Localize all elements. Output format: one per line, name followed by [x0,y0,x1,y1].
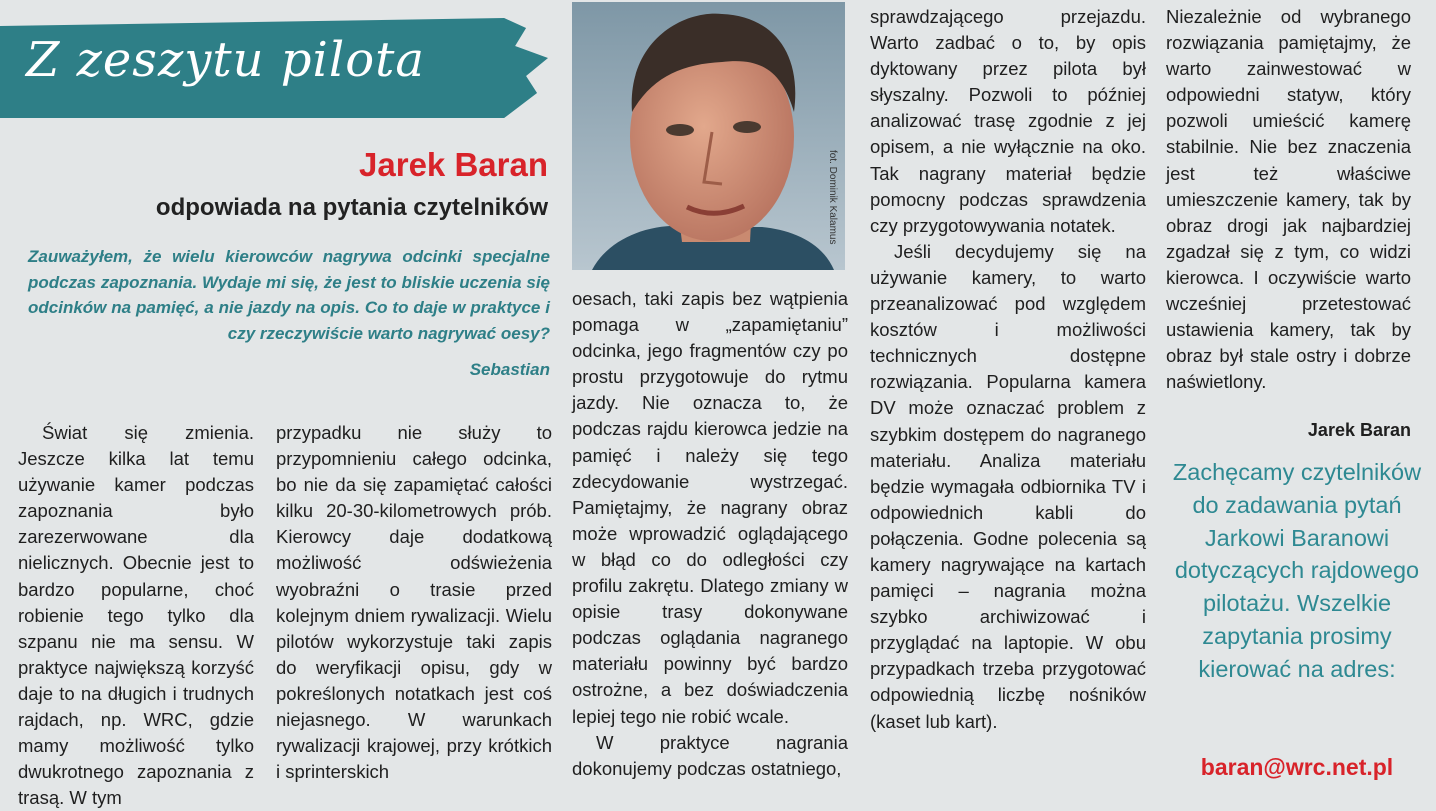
reader-invitation: Zachęcamy czytelników do zadawania pytań Jarkowi Baranowi dotyczących rajdowego pilotażu. Wszelkie zapytania prosimy kierować na adres: [1172,459,1422,682]
author-name: Jarek Baran [359,146,548,183]
paragraph: przypadku nie służy to przypomnieniu całego odcinka, bo nie da się zapamiętać całości kilku 20-30-kilometrowych prób. Kierowcy daje dodatkową możliwość odświeżenia wyobraźni o trasie przed kolejnym dniem rywalizacji. Wielu pilotów wykorzystuje taki zapis do weryfikacji opisu, gdy w pokreślonych notatkach jest coś niejasnego. W warunkach rywalizacji krajowej, przy krótkich i sprinterskich [276,422,552,783]
reader-question: Zauważyłem, że wielu kierowców nagrywa odcinki specjalne podczas zapoznania. Wydaje mi się, że jest to bliskie uczenia się odcinków na pamięć, a nie jazdy na opis. Co to daje w praktyce i czy rzeczywiście warto nagrywać oesy? [28,247,550,343]
body-column-5 [1166,4,1411,395]
paragraph: Świat się zmienia. Jeszcze kilka lat temu używanie kamer podczas zapoznania było zarezerwowane dla nielicznych. Obecnie jest to bardzo popularne, choć robienie tego tylko dla szpanu nie ma sensu. W praktyce największą korzyść daje to na długich i trudnych rajdach, np. WRC, gdzie mamy możliwość tylko dwukrotnego zapoznania z trasą. W tym [18,422,254,809]
question-author: Sebastian [469,360,550,379]
paragraph: oesach, taki zapis bez wątpienia pomaga w „zapamiętaniu” odcinka, jego fragmentów czy po prostu przygotowuje do rytmu jazdy. Nie oznacza to, że podczas rajdu kierowca jedzie na pamięć i należy się tego zdecydowanie wystrzegać. Pamiętajmy, że nagrany obraz może wprowadzić oglądającego w błąd co do odległości czy profilu zakrętu. Dlatego zmiany w opisie trasy dokonywane podczas oglądania nagranego materiału powinny być bardzo ostrożne, a bez doświadczenia lepiej tego nie robić wcale. [572,288,848,727]
article-subtitle: odpowiada na pytania czytelników [155,194,548,221]
paragraph: W praktyce nagrania dokonujemy podczas ostatniego, [572,731,848,779]
photo-credit: fot. Dominik Kalamus [827,150,838,245]
article-signature: Jarek Baran [1307,420,1411,440]
body-column-2 [276,420,552,785]
body-column-1 [18,420,254,811]
section-title: Z zeszytu pilota [26,32,426,88]
paragraph: sprawdzającego przejazdu. Warto zadbać o to, by opis dyktowany przez pilota był słyszalny. Pozwoli to później analizować trasę zgodnie z jej opisem, a nie wyłącznie na oko. Tak nagrany materiał będzie pomocny podczas sprawdzenia czy przygotowywania notatek. [870,6,1146,236]
paragraph: Jeśli decydujemy się na używanie kamery, to warto przeanalizować pod względem kosztów i możliwości technicznych dostępne rozwiązania. Popularna kamera DV może oznaczać problem z szybkim dostępem do nagranego materiału. Analiza materiału będzie wymagała odbiornika TV i odpowiednich kabli do połączenia. Godne polecenia są kamery nagrywające na kartach pamięci – nagrania można szybko archiwizować i przyglądać na laptopie. W obu przypadkach trzeba przygotować odpowiednią liczbę nośników (kaset lub kart). [870,240,1146,732]
contact-email[interactable]: baran@wrc.net.pl [1200,754,1394,780]
body-column-3 [572,286,848,782]
paragraph: Niezależnie od wybranego rozwiązania pamiętajmy, że warto zainwestować w odpowiedni statyw, który pozwoli umieścić kamerę stabilnie. Nie bez znaczenia jest też właściwe umieszczenie kamery, tak by obraz drogi jak najbardziej zgadzał się z tym, co widzi kierowca. I oczywiście warto wcześniej przetestować ustawienia kamery, tak by obraz był stale ostry i dobrze naświetlony. [1166,6,1411,393]
body-column-4 [870,4,1146,735]
author-portrait [572,2,845,270]
